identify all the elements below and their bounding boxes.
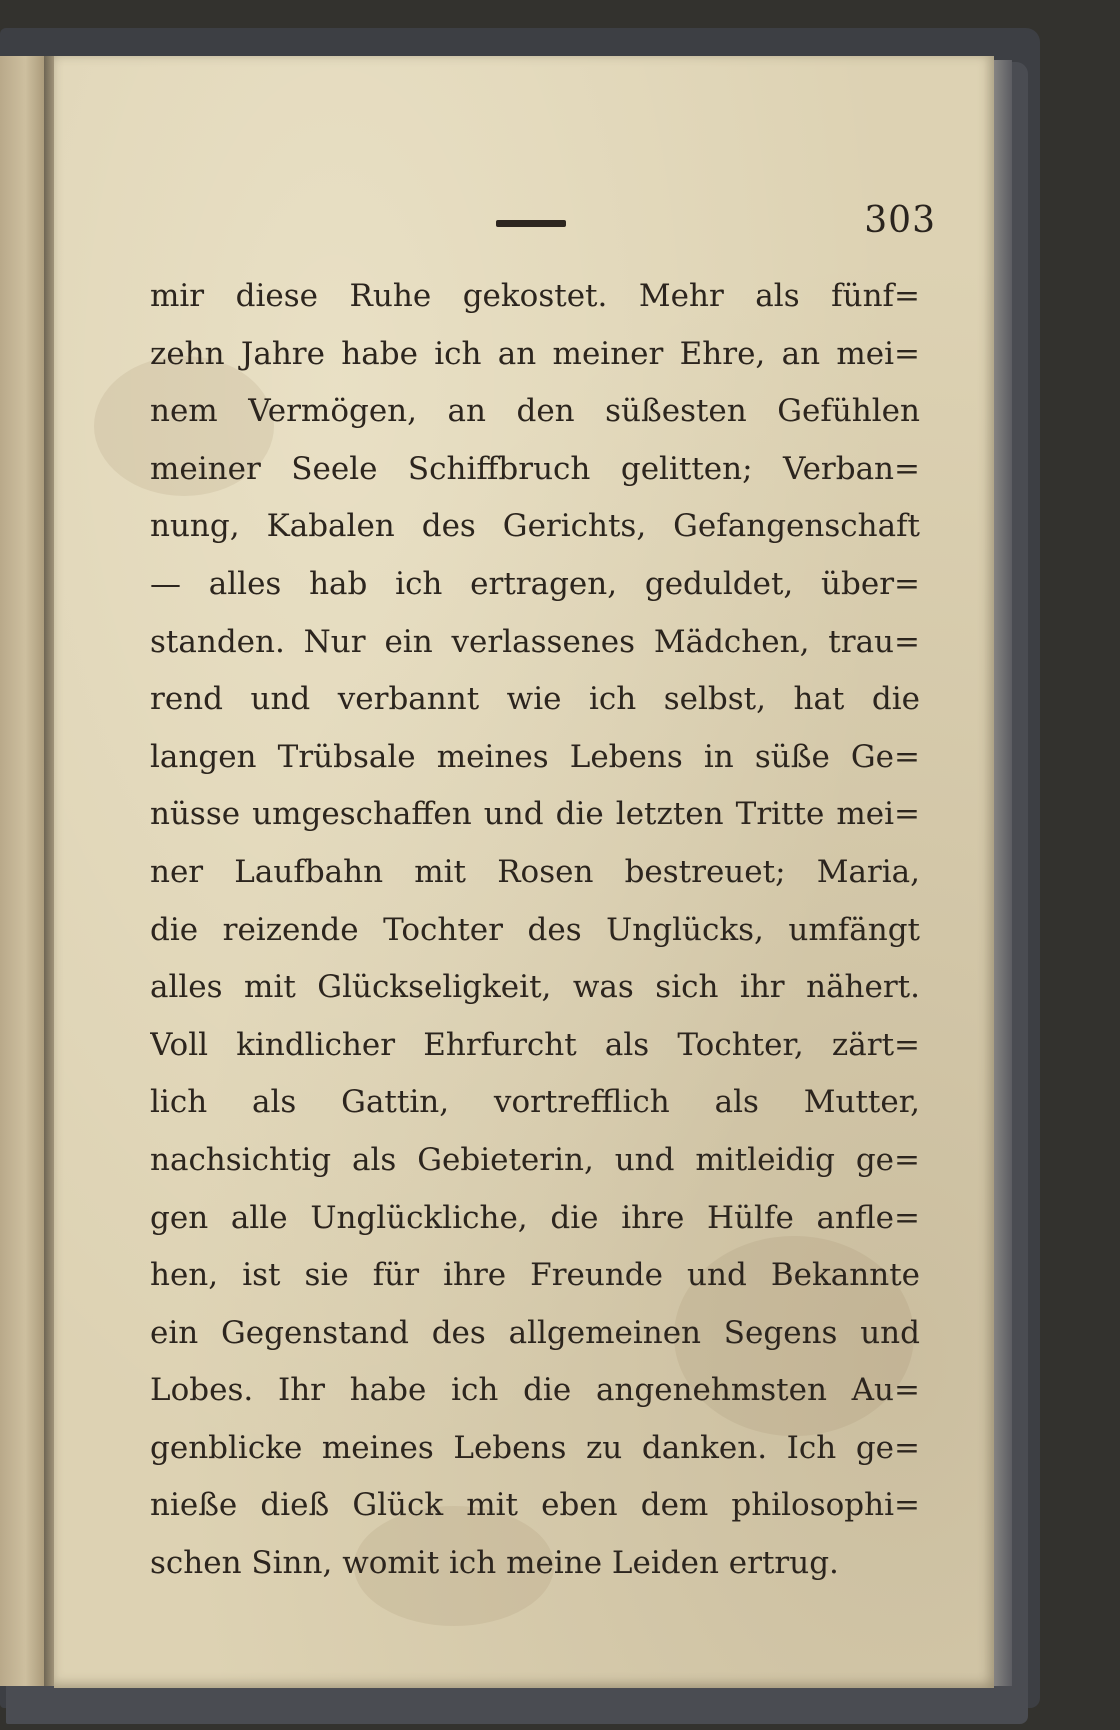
text-line: nung, Kabalen des Gerichts, Gefangenschaft [150,508,920,545]
text-line: standen. Nur ein verlassenes Mädchen, trau= [150,623,920,660]
facing-page-edge [0,56,46,1686]
text-line: — alles hab ich ertragen, geduldet, über= [150,565,920,602]
page-number: 303 [864,200,936,241]
text-line: alles mit Glückseligkeit, was sich ihr nähert. [150,969,920,1006]
text-line: Voll kindlicher Ehrfurcht als Tochter, zärt= [150,1026,920,1063]
text-line: ein Gegenstand des allgemeinen Segens und [150,1314,920,1351]
text-line: ner Laufbahn mit Rosen bestreuet; Maria, [150,853,920,890]
running-head-rule [496,220,566,227]
text-line: die reizende Tochter des Unglücks, umfängt [150,911,920,948]
text-line: nachsichtig als Gebieterin, und mitleidig ge= [150,1141,920,1178]
text-line: meiner Seele Schiffbruch gelitten; Verban= [150,450,920,487]
text-line: lich als Gattin, vortrefflich als Mutter, [150,1084,920,1121]
text-line: mir diese Ruhe gekostet. Mehr als fünf= [150,278,920,314]
text-line: schen Sinn, womit ich meine Leiden ertrug. [150,1545,839,1582]
text-line: Lobes. Ihr habe ich die angenehmsten Au= [150,1372,920,1409]
text-line: nem Vermögen, an den süßesten Gefühlen [150,393,920,430]
text-line: rend und verbannt wie ich selbst, hat die [150,681,920,718]
text-line: genblicke meines Lebens zu danken. Ich ge= [150,1429,920,1466]
text-line: nieße dieß Glück mit eben dem philosophi= [150,1487,920,1524]
text-line: langen Trübsale meines Lebens in süße Ge= [150,738,920,775]
text-line: nüsse umgeschaffen und die letzten Tritte mei= [150,796,920,833]
text-line: hen, ist sie für ihre Freunde und Bekannte [150,1257,920,1294]
text-line: zehn Jahre habe ich an meiner Ehre, an mei= [150,335,920,372]
text-line: gen alle Unglückliche, die ihre Hülfe anfle= [150,1199,920,1236]
body-text [150,268,920,1593]
